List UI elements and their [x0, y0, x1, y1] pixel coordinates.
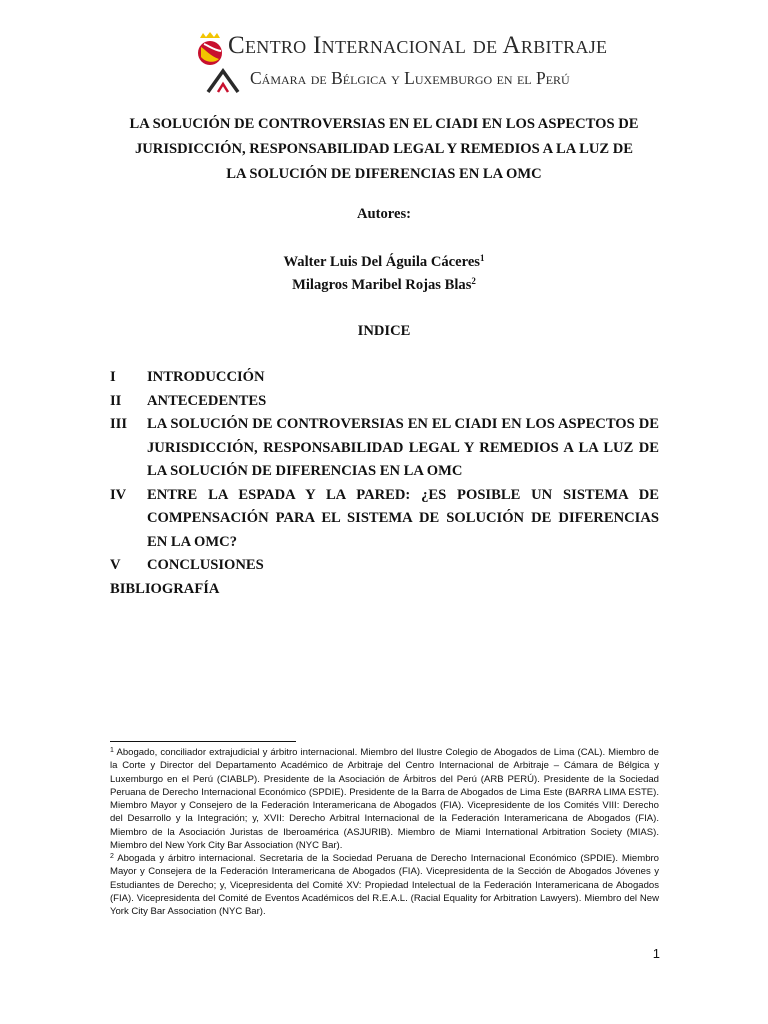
- title-line: LA SOLUCIÓN DE DIFERENCIAS EN LA OMC: [226, 166, 542, 182]
- toc-text: LA SOLUCIÓN DE CONTROVERSIAS EN EL CIADI EN LOS ASPECTOS DE JURISDICCIÓN, RESPONSABILIDAD LEGAL Y REMEDIOS A LA LUZ DE LA SOLUCIÓN DE DIFERENCIAS EN LA OMC: [147, 416, 659, 479]
- mountain-icon: [206, 68, 240, 94]
- title-line: JURISDICCIÓN, RESPONSABILIDAD LEGAL Y REMEDIOS A LA LUZ DE: [134, 141, 634, 157]
- footnote-mark: 1: [110, 747, 114, 754]
- toc-item: [110, 554, 659, 578]
- toc-number: I: [110, 369, 116, 385]
- footnote-text: Abogada y árbitro internacional. Secretaria de la Sociedad Peruana de Derecho Internacional Económico (SPDIE). Miembro Mayor y Consejera de la Federación Interamericana de Abogados (FIA). Vicepresidenta de la Sección de Abogados Jóvenes y Estudiantes de Derecho; y, Vicepresidenta del Comité XV: Propiedad Intelectual de la Federación Interamericana de Abogados (FIA). Vicepresidenta del Comité de Eventos Académicos del R.E.A.L. (Racial Equality for Arbitration Lawyers). Miembro del New York City Bar Association (NYC Bar).: [110, 853, 659, 917]
- logo-subtitle: Cámara de Bélgica y Luxemburgo en el Perú: [250, 68, 570, 88]
- footnote-ref[interactable]: 1: [479, 253, 485, 263]
- footnote-divider: [110, 741, 296, 742]
- footnotes: [110, 746, 659, 918]
- toc-number: II: [110, 392, 122, 409]
- author-name-text: Milagros Maribel Rojas Blas: [292, 277, 472, 293]
- logo-title: Centro Internacional de Arbitraje: [228, 32, 608, 59]
- toc-text: ENTRE LA ESPADA Y LA PARED: ¿ES POSIBLE UN SISTEMA DE COMPENSACIÓN PARA EL SISTEMA DE SOLUCIÓN DE DIFERENCIAS EN LA OMC?: [147, 486, 659, 550]
- toc-text: INTRODUCCIÓN: [147, 369, 265, 385]
- toc-item: [110, 366, 659, 390]
- toc-text: ANTECEDENTES: [147, 392, 267, 409]
- footnote: [110, 746, 659, 852]
- footnote: [110, 852, 659, 918]
- title-line: LA SOLUCIÓN DE CONTROVERSIAS EN EL CIADI EN LOS ASPECTOS DE: [129, 116, 639, 132]
- toc-item: [110, 390, 659, 414]
- index-heading: INDICE: [357, 323, 411, 339]
- page-number: 1: [652, 946, 660, 961]
- author-name: [110, 254, 658, 271]
- author-name-text: Walter Luis Del Águila Cáceres: [283, 254, 480, 270]
- toc-number: V: [110, 557, 121, 573]
- author-name: [110, 277, 658, 294]
- toc-bibliography: BIBLIOGRAFÍA: [110, 580, 220, 597]
- footnote-text: Abogado, conciliador extrajudicial y árbitro internacional. Miembro del Ilustre Colegio de Abogados de Lima (CAL). Miembro de la Corte y Director del Departamento Académico de Arbitraje del Centro Internacional de Arbitraje – Cámara de Bélgica y Luxemburgo en el Perú (CIABLP). Presidente de la Asociación de Árbitros del Perú (ARB PERÚ). Presidente de la Sociedad Peruana de Derecho Internacional Económico (SPDIE). Presidente de la Barra de Abogados de Lima Este (BARRA LIMA ESTE). Miembro Mayor y Consejero de la Federación Interamericana de Abogados (FIA). Vicepresidente de los Comités VIII: Derecho del Desarrollo y la Integración; y, XVII: Derecho Arbitral Internacional de la Federación Interamericana de Abogados (FIA). Miembro de la Asociación Juristas de Iberoamérica (ASJURIB). Miembro de Miami International Arbitration Society (MIAS). Miembro del New York City Bar Association (NYC Bar).: [110, 747, 659, 851]
- table-of-contents: [110, 366, 659, 601]
- toc-text: CONCLUSIONES: [147, 557, 264, 573]
- header-logo: [192, 24, 608, 94]
- footnote-mark: 2: [110, 853, 114, 860]
- authors-label: Autores:: [356, 206, 412, 222]
- toc-item: [110, 413, 659, 484]
- toc-number: IV: [110, 486, 127, 503]
- crown-emblem-icon: [192, 30, 228, 70]
- footnote-ref[interactable]: 2: [471, 276, 476, 286]
- toc-item: [110, 484, 659, 555]
- document-title: [110, 112, 658, 187]
- toc-number: III: [110, 416, 128, 432]
